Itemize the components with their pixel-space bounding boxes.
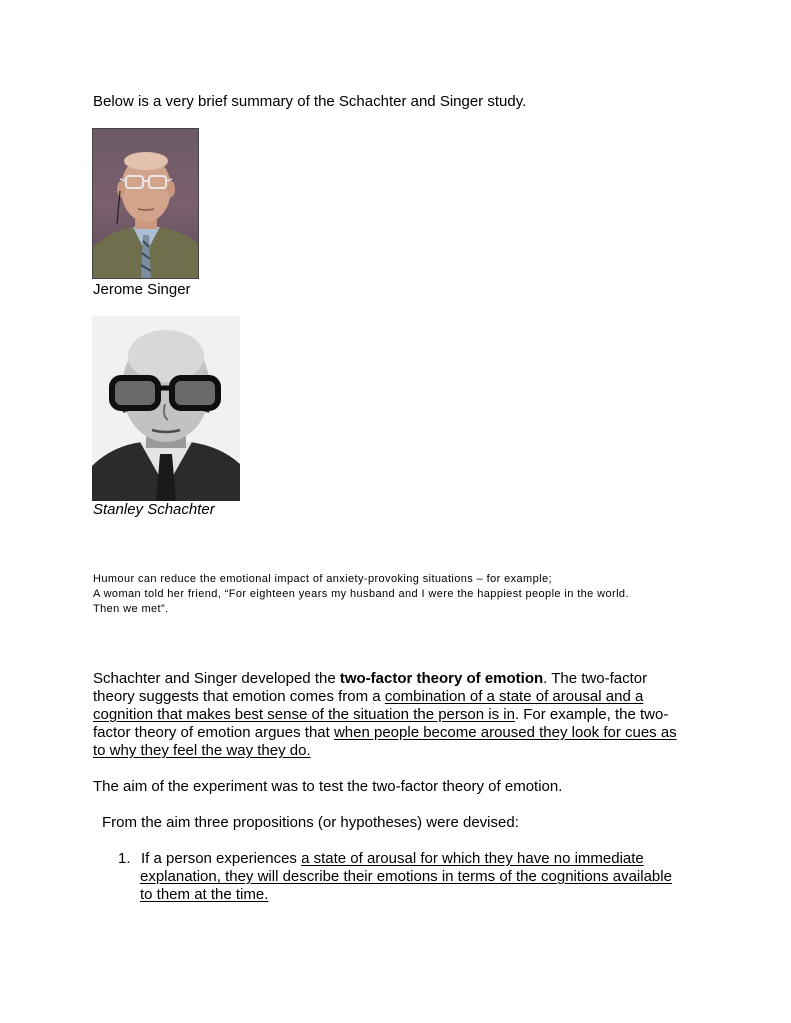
stanley-schachter-photo <box>92 316 240 501</box>
proposition-1-number: 1. <box>118 850 131 867</box>
theory-text: . For example, the two- <box>514 706 669 723</box>
theory-text: theory suggests that emotion comes from a <box>93 688 385 705</box>
theory-underlined: combination of a state of arousal and a <box>384 688 644 705</box>
theory-text: factor theory of emotion argues that <box>93 724 334 741</box>
theory-line-3 <box>93 706 668 724</box>
theory-line-1 <box>93 670 647 688</box>
theory-line-2 <box>93 688 643 706</box>
theory-line-5 <box>93 742 311 760</box>
proposition-1-line-2 <box>140 868 672 886</box>
humour-line-1: Humour can reduce the emotional impact of anxiety-provoking situations – for example; <box>93 573 552 585</box>
theory-text: Schachter and Singer developed the <box>93 670 340 687</box>
proposition-1-line-1 <box>141 850 644 868</box>
propositions-intro: From the aim three propositions (or hypotheses) were devised: <box>102 814 519 831</box>
theory-text: . The two-factor <box>543 670 648 687</box>
intro-text: Below is a very brief summary of the Schachter and Singer study. <box>93 93 527 110</box>
aim-text: The aim of the experiment was to test the two-factor theory of emotion. <box>93 778 563 795</box>
proposition-1-line-3 <box>140 886 268 904</box>
jerome-singer-photo <box>92 128 199 279</box>
proposition-underlined: explanation, they will describe their emotions in terms of the cognitions available <box>140 868 672 885</box>
proposition-underlined: a state of arousal for which they have no immediate <box>301 850 644 867</box>
humour-line-2: A woman told her friend, “For eighteen years my husband and I were the happiest people in the world. <box>93 588 629 600</box>
theory-underlined: cognition that makes best sense of the situation the person is in <box>93 706 515 723</box>
theory-line-4 <box>93 724 677 742</box>
proposition-underlined: to them at the time. <box>140 886 269 903</box>
proposition-text: If a person experiences <box>141 850 302 867</box>
humour-line-3: Then we met”. <box>93 603 169 615</box>
theory-term-bold: two-factor theory of emotion <box>339 670 544 687</box>
theory-underlined: to why they feel the way they do. <box>93 742 311 759</box>
theory-underlined: when people become aroused they look for cues as <box>333 724 677 741</box>
jerome-singer-caption: Jerome Singer <box>93 281 191 298</box>
stanley-schachter-caption: Stanley Schachter <box>93 501 215 518</box>
